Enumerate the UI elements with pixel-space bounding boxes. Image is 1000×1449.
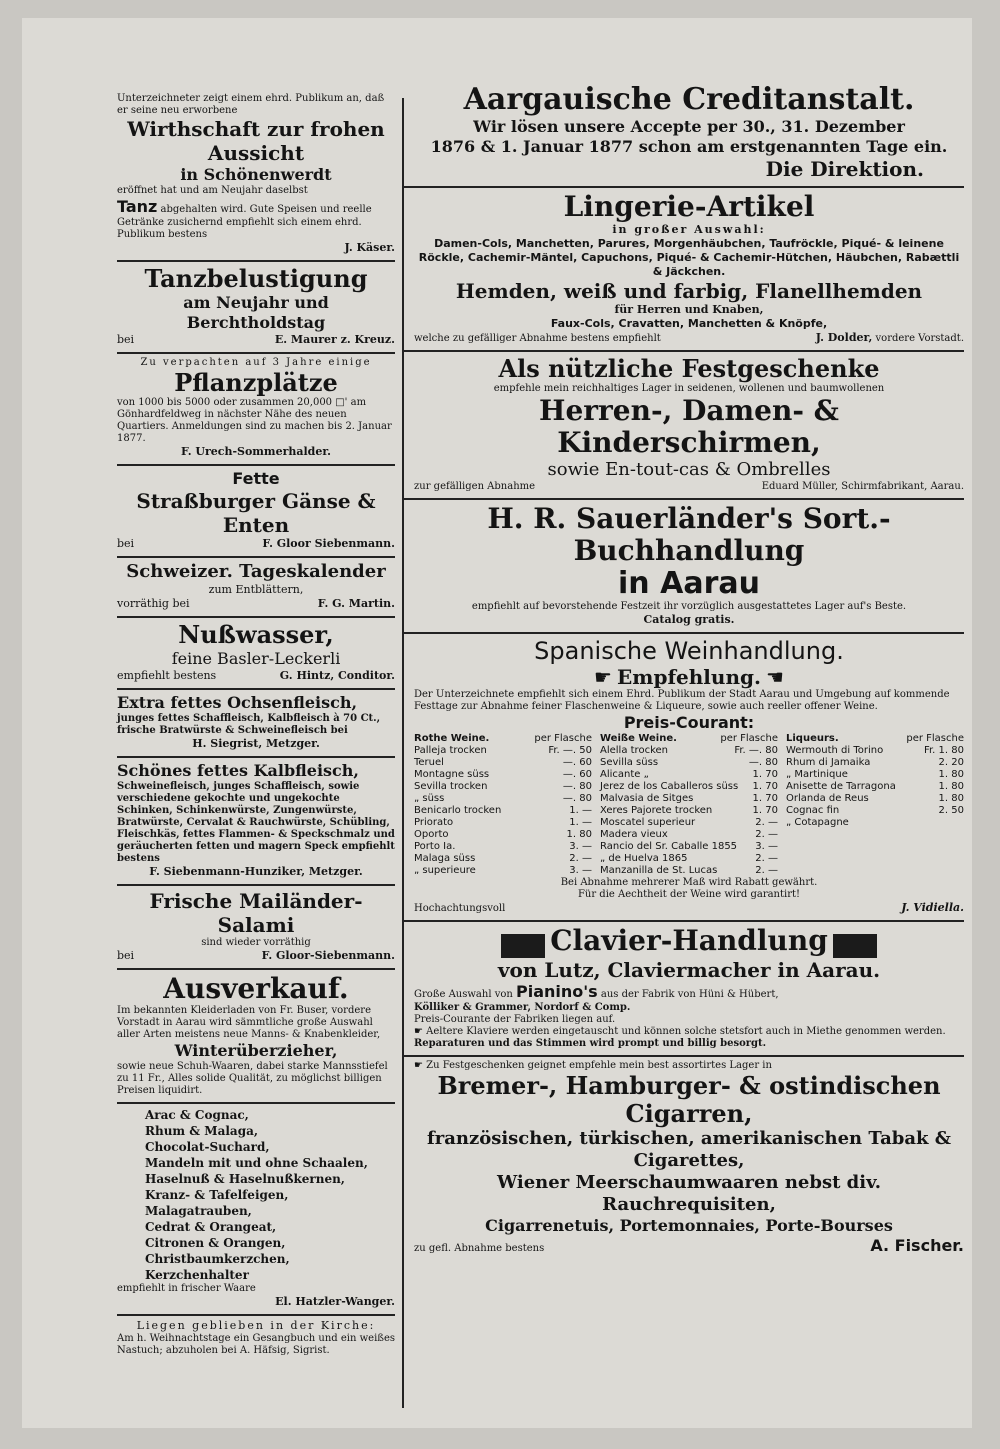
price-item: Porto Ia. [414, 841, 456, 852]
price-value: 1. 70 [752, 781, 778, 792]
price-row [414, 745, 592, 757]
list-item: Haselnuß & Haselnußkernen, [145, 1172, 345, 1186]
ad-signer: J. Käser. [344, 241, 395, 254]
ad-title: Als nützliche Festgeschenke [498, 354, 880, 383]
price-item: Jerez de los Caballeros süss [600, 781, 739, 792]
ad-creditanstalt [404, 80, 964, 188]
per-flasche: per Flasche [720, 733, 778, 744]
price-table [414, 733, 964, 877]
price-item: „ Martinique [786, 769, 848, 780]
ad-body: Aeltere Klaviere werden eingetauscht und können solche stetsfort auch in Miethe genommen werden. [426, 1025, 946, 1037]
ad-sauerlaender [404, 500, 964, 634]
price-row [786, 757, 964, 769]
price-value: 1. — [569, 817, 592, 828]
list-item: Kerzchenhalter [145, 1268, 249, 1282]
ad-ochsenfleisch [117, 690, 395, 758]
ad-sub: in großer Auswahl: [612, 223, 766, 236]
price-value: 1. 80 [566, 829, 592, 840]
ad-prefix: welche zu gefälliger Abnahme bestens empfiehlt [414, 333, 661, 344]
ad-line: französischen, türkischen, amerikanischen Tabak & Cigarettes, [427, 1127, 951, 1171]
ad-cigarren [404, 1057, 964, 1261]
ad-sub: feine Basler-Leckerli [171, 649, 341, 668]
price-column-rothe [414, 733, 592, 877]
price-value: 3. — [569, 841, 592, 852]
list-item: Rhum & Malaga, [145, 1124, 259, 1138]
ad-ausverkauf [117, 970, 395, 1104]
ad-clavier [404, 922, 964, 1057]
list-item: Mandeln mit und ohne Schaalen, [145, 1156, 368, 1170]
price-value: 1. 80 [938, 793, 964, 804]
price-row [414, 817, 592, 829]
price-value: 3. — [755, 841, 778, 852]
list-item: Arac & Cognac, [145, 1108, 249, 1122]
price-value: 2. — [755, 865, 778, 876]
price-column-liqueurs [786, 733, 964, 877]
ad-body: Reparaturen und das Stimmen wird prompt und billig besorgt. [414, 1037, 767, 1049]
price-value: 2. — [569, 853, 592, 864]
product-list [117, 1107, 395, 1283]
price-item: Wermouth di Torino [786, 745, 884, 756]
ad-place: in Aarau [618, 566, 760, 601]
ad-prefix: bei [117, 333, 135, 346]
ad-title: Wirthschaft zur frohen Aussicht [127, 117, 385, 165]
ad-title: Frische Mailänder-Salami [149, 889, 363, 937]
ad-title: Straßburger Gänse & Enten [136, 489, 376, 537]
list-item: Kranz- & Tafelfeigen, [145, 1188, 289, 1202]
ad-highlight: Bremer-, Hamburger- & ostindischen Cigarren, [437, 1070, 941, 1128]
ad-footer: Hochachtungsvoll [414, 903, 506, 914]
pointing-hand-icon: ☛ [414, 1059, 423, 1071]
price-item: Cognac fin [786, 805, 840, 816]
ad-signer: J. Dolder, [815, 331, 873, 344]
pointing-hand-left-icon: ☚ [766, 665, 784, 689]
piano-icon [833, 934, 877, 958]
ad-top: Fette [232, 469, 280, 488]
price-row [414, 853, 592, 865]
ad-prefix: zur gefälligen Abnahme [414, 481, 536, 492]
ad-title: Clavier-Handlung [550, 924, 828, 957]
ad-body: abgehalten wird. Gute Speisen und reelle Getränke zusichernd empfiehlt sich einem ehrd. Publikum bestens [117, 204, 372, 240]
ad-body: Kölliker & Grammer, Nordorf & Comp. [414, 1001, 631, 1013]
ad-intro: Zu Festgeschenken geignet empfehle mein best assortirtes Lager in [426, 1059, 772, 1071]
ad-footer: empfiehlt in frischer Waare [117, 1283, 256, 1294]
ad-line: Wir lösen unsere Accepte per 30., 31. Dezember [473, 117, 905, 136]
price-head: Rothe Weine. [414, 733, 490, 744]
ad-signer: A. Fischer. [870, 1235, 964, 1255]
per-flasche: per Flasche [906, 733, 964, 744]
ad-lingerie [404, 188, 964, 352]
price-value: Fr. 1. 80 [923, 745, 964, 756]
ad-prefix: vorräthig bei [117, 597, 190, 610]
ad-nusswasser [117, 618, 395, 690]
ad-signer: El. Hatzler-Wanger. [275, 1295, 395, 1308]
ad-body: Große Auswahl von [414, 988, 513, 1000]
ad-body: aus der Fabrik von Hüni & Hübert, [600, 988, 779, 1000]
ad-sub: Empfehlung. [617, 665, 761, 689]
price-row [786, 805, 964, 817]
price-row [414, 865, 592, 877]
ad-title: Nußwasser, [178, 620, 334, 649]
price-value: —. 80 [562, 781, 592, 792]
price-row [786, 817, 964, 829]
ad-title: Pflanzplätze [174, 368, 338, 397]
ad-signer: F. G. Martin. [317, 597, 395, 610]
list-item: Citronen & Orangen, [145, 1236, 286, 1250]
ad-body: junges fettes Schaffleisch, Kalbfleisch à 70 Ct., frische Bratwürste & Schweinefleisch bei [117, 713, 381, 736]
price-item: Oporto [414, 829, 449, 840]
ad-line: Cigarrenetuis, Portemonnaies, Porte-Bourses [485, 1215, 893, 1235]
ad-footer: Für die Aechtheit der Weine wird garantirt! [577, 889, 801, 900]
ad-signer: Die Direktion. [765, 157, 924, 181]
ad-title: Aargauische Creditanstalt. [463, 82, 915, 117]
price-item: Sevilla süss [600, 757, 659, 768]
price-value: Fr. —. 80 [734, 745, 778, 756]
ad-kalender [117, 558, 395, 618]
price-item: Malvasia de Sitges [600, 793, 694, 804]
price-item: Montagne süss [414, 769, 490, 780]
pointing-hand-icon: ☛ [414, 1025, 423, 1037]
ad-sub: am Neujahr und Berchtholdstag [183, 293, 329, 332]
price-item: „ süss [414, 793, 445, 804]
ad-signer: F. Siebenmann-Hunziker, Metzger. [149, 865, 363, 878]
list-item: Malagatrauben, [145, 1204, 252, 1218]
ad-weinhandlung [404, 634, 964, 922]
price-column-weisse [600, 733, 778, 877]
price-row [600, 769, 778, 781]
list-item: Chocolat-Suchard, [145, 1140, 270, 1154]
price-row [600, 793, 778, 805]
ad-signer: E. Maurer z. Kreuz. [274, 333, 395, 346]
ad-intro: Zu verpachten auf 3 Jahre einige [140, 357, 372, 368]
ad-kirche [117, 1316, 395, 1362]
price-value: 1. 70 [752, 769, 778, 780]
piano-icon [501, 934, 545, 958]
ad-tanzbelustigung [117, 262, 395, 354]
list-item: Christbaumkerzchen, [145, 1252, 290, 1266]
ad-highlight: Pianino's [516, 981, 598, 1001]
ad-signer: F. Gloor-Siebenmann. [261, 949, 395, 962]
ad-catalog: Catalog gratis. [643, 613, 735, 626]
ad-schirme [404, 352, 964, 500]
ad-body: Im bekannten Kleiderladen von Fr. Buser, vordere Vorstadt in Aarau wird sämmtliche große Auswahl aller Arten meistens neue Manns- & Knabenkleider, [117, 1005, 381, 1040]
price-row [600, 853, 778, 865]
ad-title: Ausverkauf. [163, 972, 349, 1005]
ad-wirthschaft [117, 90, 395, 262]
pointing-hand-right-icon: ☛ [594, 665, 612, 689]
price-head: Weiße Weine. [600, 733, 677, 744]
ad-signer: F. Gloor Siebenmann. [262, 537, 395, 550]
price-item: Palleja trocken [414, 745, 487, 756]
ad-body: Der Unterzeichnete empfiehlt sich einem Ehrd. Publikum der Stadt Aarau und Umgebung auf kommende Festtage zur Abnahme feiner Flaschenweine & Liqueure, sowie auch reeller offener Weine. [414, 689, 950, 712]
ad-sub: für Herren und Knaben, [614, 303, 764, 316]
ad-body: sowie neue Schuh-Waaren, dabei starke Mannsstiefel zu 11 Fr., Alles solide Qualität, zu möglichst billigen Preisen liquidirt. [117, 1061, 388, 1096]
price-item: Madera vieux [600, 829, 668, 840]
price-row [414, 781, 592, 793]
price-value: 1. 80 [938, 781, 964, 792]
ad-signer: J. Vidiella. [901, 901, 964, 914]
ad-signer: F. Urech-Sommerhalder. [181, 445, 331, 458]
price-value: 2. 20 [938, 757, 964, 768]
per-flasche: per Flasche [534, 733, 592, 744]
price-row [786, 745, 964, 757]
price-row [600, 817, 778, 829]
ad-body: von 1000 bis 5000 oder zusammen 20,000 □' am Gönhardfeldweg in nächster Nähe des neuen Quartiers. Anmeldungen sind zu machen bis 2. Januar 1877. [117, 397, 392, 444]
price-value: 1. 80 [938, 769, 964, 780]
left-column [117, 90, 395, 1362]
price-value: 3. — [569, 865, 592, 876]
ad-sub: sowie En-tout-cas & Ombrelles [547, 459, 831, 480]
ad-kalbfleisch [117, 758, 395, 886]
right-column [404, 80, 964, 1261]
price-item: Anisette de Tarragona [786, 781, 896, 792]
ad-title: Spanische Weinhandlung. [534, 637, 844, 665]
ad-place: vordere Vorstadt. [875, 333, 964, 344]
price-row [600, 781, 778, 793]
ad-body: eröffnet hat und am Neujahr daselbst [117, 185, 308, 196]
price-value: 2. 50 [938, 805, 964, 816]
price-row [600, 757, 778, 769]
ad-title: Liegen geblieben in der Kirche: [136, 1319, 376, 1332]
ad-place: in Schönenwerdt [180, 165, 332, 184]
newspaper-page [22, 18, 972, 1428]
price-row [414, 805, 592, 817]
price-value: 2. — [755, 817, 778, 828]
ad-signer: Eduard Müller, Schirmfabrikant, Aarau. [761, 481, 964, 492]
price-row [414, 793, 592, 805]
price-row [600, 829, 778, 841]
price-item: „ superieure [414, 865, 476, 876]
ad-body: Damen-Cols, Manchetten, Parures, Morgenhäubchen, Taufröckle, Piqué- & leinene Röckle, Cachemir-Mäntel, Capuchons, Piqué- & Cachemir-Hütchen, Häubchen, Rabættli & Jäckchen. [418, 237, 960, 278]
ad-intro: Unterzeichneter zeigt einem ehrd. Publikum an, daß er seine neu erworbene [117, 93, 385, 116]
price-item: Teruel [414, 757, 444, 768]
ad-gaense [117, 466, 395, 558]
price-row [786, 781, 964, 793]
ad-sub: zum Entblättern, [208, 583, 304, 596]
price-item: Alicante „ [600, 769, 649, 780]
price-item: Xeres Pajorete trocken [600, 805, 713, 816]
list-item: Cedrat & Orangeat, [145, 1220, 277, 1234]
price-value: 2. — [755, 853, 778, 864]
price-row [786, 793, 964, 805]
ad-footer: Bei Abnahme mehrerer Maß wird Rabatt gewährt. [560, 877, 818, 888]
price-item: Rancio del Sr. Caballe 1855 [600, 841, 738, 852]
price-row [414, 841, 592, 853]
price-row [786, 769, 964, 781]
ad-prefix: bei [117, 949, 135, 962]
price-row [600, 745, 778, 757]
ad-line: 1876 & 1. Januar 1877 schon am erstgenannten Tage ein. [430, 137, 948, 156]
price-row [414, 769, 592, 781]
ad-prefix: empfiehlt bestens [117, 669, 217, 682]
ad-highlight: Tanz [117, 197, 158, 216]
ad-title: Extra fettes Ochsenfleisch, [117, 693, 358, 712]
price-value: —. 60 [562, 757, 592, 768]
ad-title: Lingerie-Artikel [563, 190, 815, 223]
price-item: „ Cotapagne [786, 817, 849, 828]
ad-salami [117, 886, 395, 970]
price-row [600, 865, 778, 877]
ad-signer: G. Hintz, Conditor. [279, 669, 395, 682]
ad-highlight: Hemden, weiß und farbig, Flanellhemden [455, 279, 923, 303]
ad-body: Faux-Cols, Cravatten, Manchetten & Knöpfe, [550, 317, 828, 330]
price-head: Liqueurs. [786, 733, 839, 744]
price-item: Sevilla trocken [414, 781, 488, 792]
ad-prefix: zu gefl. Abnahme bestens [414, 1242, 545, 1254]
price-value: —. 60 [562, 769, 592, 780]
price-value: 1. 70 [752, 793, 778, 804]
ad-preis: Preis-Courant: [623, 713, 755, 732]
price-item: Malaga süss [414, 853, 476, 864]
price-value: Fr. —. 50 [548, 745, 592, 756]
ad-title: H. R. Sauerländer's Sort.-Buchhandlung [487, 502, 891, 567]
ad-hatzler [117, 1104, 395, 1316]
ad-intro: empfehle mein reichhaltiges Lager in seidenen, wollenen und baumwollenen [493, 383, 885, 394]
ad-title: Tanzbelustigung [144, 264, 368, 293]
price-value: —. 80 [562, 793, 592, 804]
price-item: Priorato [414, 817, 454, 828]
ad-body: Preis-Courante der Fabriken liegen auf. [414, 1013, 616, 1025]
price-row [414, 757, 592, 769]
price-value: —. 80 [748, 757, 778, 768]
ad-highlight: Winterüberzieher, [174, 1041, 338, 1060]
price-item: Rhum di Jamaika [786, 757, 871, 768]
price-item: Moscatel superieur [600, 817, 696, 828]
price-item: Benicarlo trocken [414, 805, 502, 816]
ad-sub: sind wieder vorräthig [201, 937, 311, 948]
price-value: 2. — [755, 829, 778, 840]
ad-highlight: Herren-, Damen- & Kinderschirmen, [539, 394, 839, 459]
price-row [600, 841, 778, 853]
price-row [414, 829, 592, 841]
ad-body: empfiehlt auf bevorstehende Festzeit ihr vorzüglich ausgestattetes Lager auf's Beste. [471, 601, 907, 612]
price-item: Manzanilla de St. Lucas [600, 865, 718, 876]
price-item: Alella trocken [600, 745, 668, 756]
ad-title: Schönes fettes Kalbfleisch, [117, 761, 359, 780]
price-item: „ de Huelva 1865 [600, 853, 688, 864]
ad-title: Schweizer. Tageskalender [126, 561, 386, 582]
ad-prefix: bei [117, 537, 135, 550]
ad-sub: von Lutz, Claviermacher in Aarau. [497, 957, 881, 982]
price-item: Orlanda de Reus [786, 793, 869, 804]
ad-signer: H. Siegrist, Metzger. [192, 737, 320, 750]
price-row [600, 805, 778, 817]
ad-body: Schweinefleisch, junges Schaffleisch, sowie verschiedene gekochte und ungekochte Schinken, Schinkenwürste, Zungenwürste, Bratwürste, Cervalat & Rauchwürste, Schübling, Fleischkäs, fettes Flammen- & Speckschmalz und geräucherten fetten und magern Speck empfiehlt bestens [117, 781, 395, 864]
price-value: 1. 70 [752, 805, 778, 816]
ad-line: Wiener Meerschaumwaaren nebst div. Rauchrequisiten, [496, 1171, 882, 1215]
ad-pflanzplaetze [117, 354, 395, 466]
price-value: 1. — [569, 805, 592, 816]
ad-body: Am h. Weihnachtstage ein Gesangbuch und ein weißes Nastuch; abzuholen bei A. Häfsig, Sigrist. [117, 1333, 396, 1356]
